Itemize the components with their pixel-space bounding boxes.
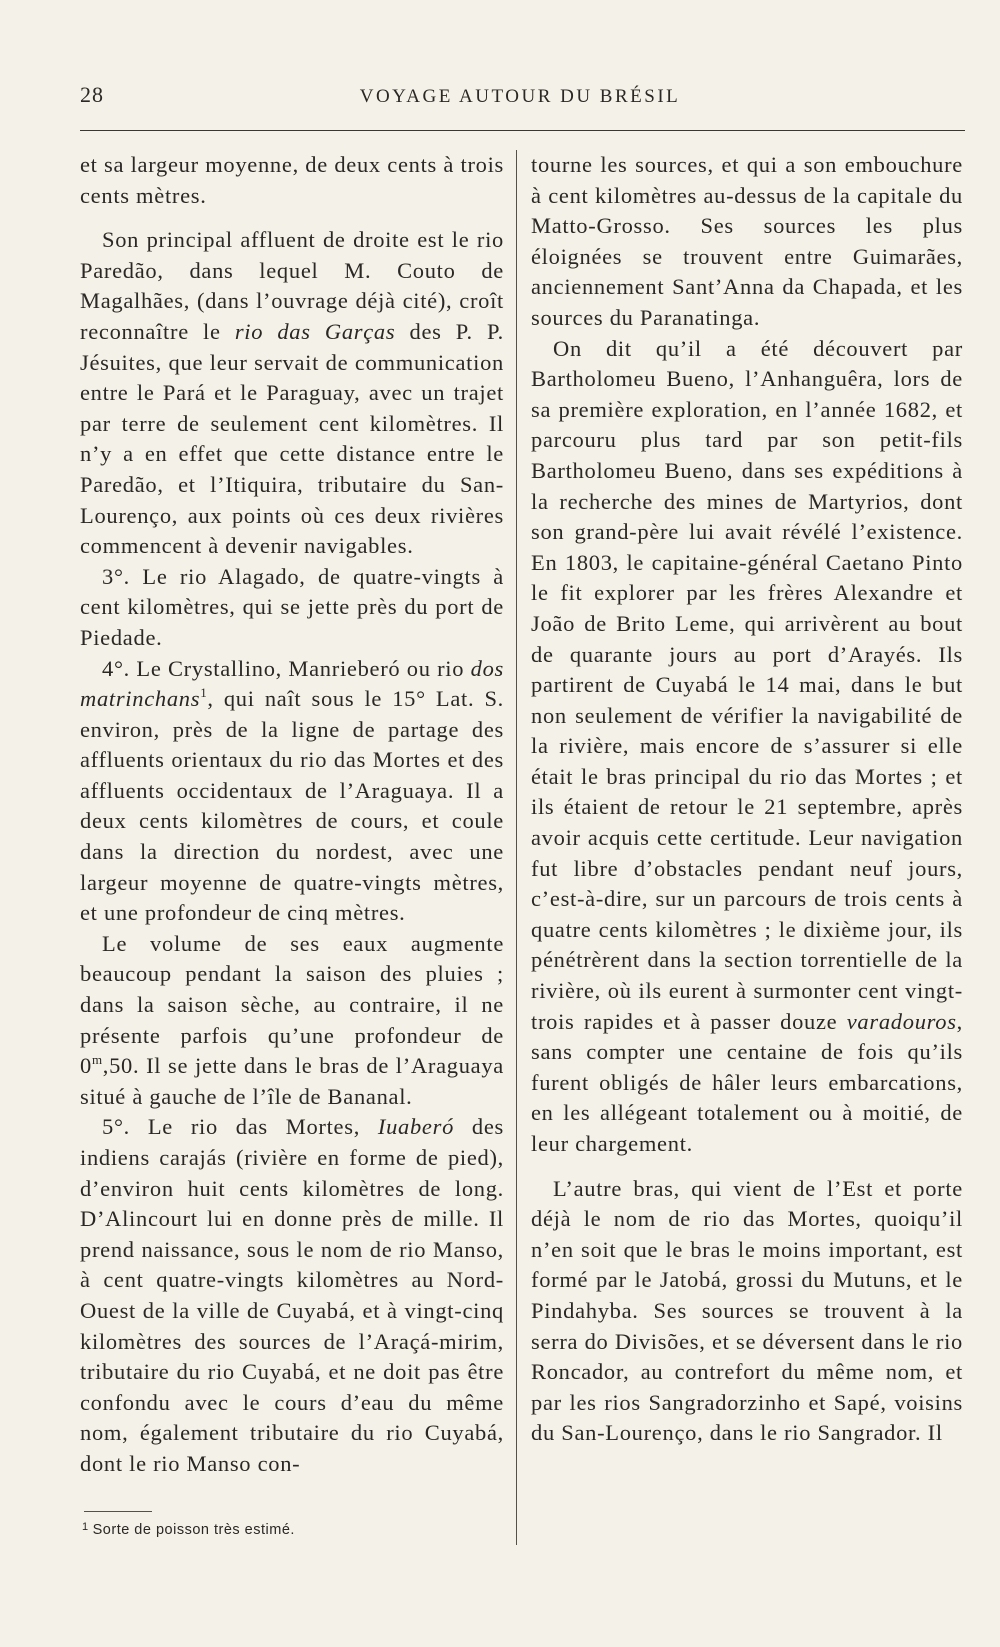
paragraph-text: Le rio das Mortes, (129, 1114, 378, 1140)
paragraph-text: tourne les sources, et qui a son embouchure à cent kilomètres au-dessus de la capitale du Matto-Grosso. Ses sources les plus éloignées se trouvent entre Guimarães, anciennement Sant’Anna da Chapada, et les sources du Paranatinga. (531, 152, 963, 330)
right-column (531, 150, 963, 1449)
running-title: VOYAGE AUTOUR DU BRÉSIL (359, 86, 681, 107)
unit-superscript: m (91, 1052, 103, 1068)
page-header (80, 82, 960, 112)
paragraph-discovery (531, 334, 963, 1160)
paragraph-text: On dit qu’il a été découvert par Bartholomeu Bueno, l’Anhanguêra, lors de sa première exploration, en l’année 1682, et parcouru plus tard par son petit-fils Bartholomeu Bueno, dans ses expéditions à la recherche des mines de Martyrios, dont son grand-père lui avait révélé l’existence. En 1803, le capitaine-général Caetano Pinto le fit explorer par les frères Alexandre et João de Brito Leme, qui arrivèrent au bout de quarante jours au port d’Arayés. Ils partirent de Cuyabá le 14 mai, dans le but non seulement de vérifier la navigabilité de la rivière, mais encore de s’assurer si elle était le bras principal du rio das Mortes ; et ils étaient de retour le 21 septembre, après avoir acquis cette certitude. Leur navigation fut libre d’obstacles pendant neuf jours, c’est-à-dire, sur un parcours de trois cents à quatre cents kilomètres ; le dixième jour, ils pénétrèrent dans la section torrentielle de la rivière, où ils eurent à surmonter cent vingt-trois rapides et à passer douze (531, 335, 963, 1034)
page-number: 28 (80, 82, 104, 107)
paragraph-text: , qui naît sous le 15° Lat. S. environ, près de la ligne de partage des affluents orientaux du rio das Mortes et des affluents occidentaux de l’Araguaya. Il a deux cents kilomètres de cours, et coule dans la direction du nordest, avec une largeur moyenne de quatre-vingts mètres, et une profondeur de cinq mètres. (80, 686, 504, 926)
paragraph-text: Le Crystallino, Manrieberó ou rio (129, 655, 471, 681)
header-rule (80, 130, 965, 131)
paragraph-alagado (80, 562, 504, 654)
paragraph-text: et sa largeur moyenne, de deux cents à trois cents mètres. (80, 152, 504, 208)
paragraph-other-branch (531, 1174, 963, 1449)
paragraph-paredao (80, 225, 504, 562)
italic-term: dos matrinchans (80, 655, 504, 712)
ordinal: 3°. (102, 563, 130, 589)
footnote-mark: 1 (82, 1521, 89, 1533)
paragraph-volume (80, 929, 504, 1113)
paragraph-text: des indiens carajás (rivière en forme de pied), d’environ huit cents kilomètres de long. D’Alincourt lui en donne près de mille. Il prend naissance, sous le nom de rio Manso, à cent quatre-vingts kilomètres au Nord-Ouest de la ville de Cuyabá, et à vingt-cinq kilomètres des sources de l’Araçá-mirim, tributaire du rio Cuyabá, et ne doit pas être confondu avec le cours d’eau du même nom, également tributaire du rio Cuyabá, dont le rio Manso con- (80, 1114, 504, 1476)
footnote-rule (84, 1511, 152, 1512)
italic-term: varadouros (846, 1008, 957, 1034)
paragraph-text: , sans compter une centaine de fois qu’ils furent obligés de hâler leurs embarcations, en les allégeant totalement ou à moitié, de leur chargement. (531, 1008, 963, 1156)
ordinal: 4°. (102, 655, 130, 681)
paragraph-text: Le volume de ses eaux augmente beaucoup pendant la saison des pluies ; dans la saison sèche, au contraire, il ne présente parfois qu’une profondeur de 0 (80, 930, 504, 1079)
footnote-text: Sorte de poisson très estimé. (92, 1522, 295, 1538)
paragraph-text: Son principal affluent de droite est le rio Paredão, dans lequel M. Couto de Magalhães, (dans l’ouvrage déjà cité), croît reconnaître le (80, 227, 504, 344)
paragraph-text: ,50. Il se jette dans le bras de l’Araguaya situé à gauche de l’île de Bananal. (80, 1053, 504, 1109)
italic-term: Iuaberó (377, 1114, 455, 1140)
footnote (80, 1517, 504, 1540)
italic-term: rio das Garças (234, 318, 396, 344)
paragraph-mortes (80, 1112, 504, 1479)
ordinal: 5°. (102, 1114, 130, 1140)
paragraph-text: L’autre bras, qui vient de l’Est et porte déjà le nom de rio das Mortes, quoiqu’il n’en soit que le bras le moins important, est formé par le Jatobá, grossi du Mutuns, et le Pindahyba. Ses sources se trouvent à la serra do Divisões, et se déversent dans le rio Roncador, au contrefort du même nom, et par les rios Sangradorzinho et Sapé, voisins du San-Lourenço, dans le rio Sangrador. Il (531, 1175, 963, 1446)
paragraph-continued (531, 150, 963, 334)
paragraph-text: Le rio Alagado, de quatre-vingts à cent kilomètres, qui se jette près du port de Piedade. (80, 563, 504, 650)
paragraph-crystallino (80, 654, 504, 929)
paragraph-continued (80, 150, 504, 211)
paragraph-text: des P. P. Jésuites, que leur servait de communication entre le Pará et le Paraguay, avec un trajet par terre de seulement cent kilomètres. Il n’y a en effet que cette distance entre le Paredão, et l’Itiquira, tributaire du San-Lourenço, aux points où ces deux rivières commencent à devenir navigables. (80, 318, 504, 559)
left-column (80, 150, 504, 1480)
footnote-reference[interactable]: 1 (200, 685, 208, 701)
column-divider (516, 150, 517, 1545)
